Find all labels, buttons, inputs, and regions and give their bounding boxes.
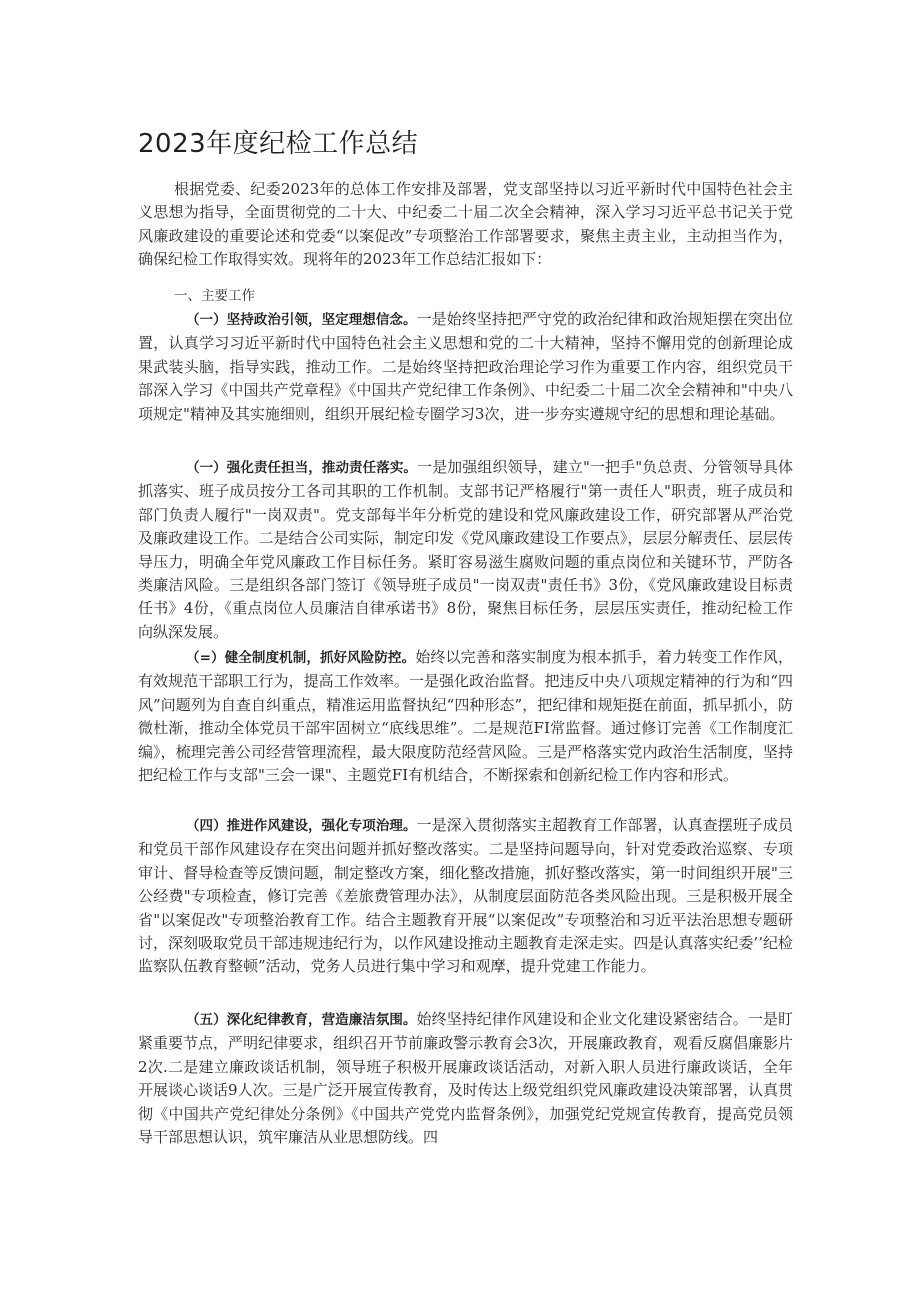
paragraph-4-lead: （四）推进作风建设，强化专项治理。 — [186, 818, 417, 834]
paragraph-1-text: 一是始终坚持把严守党的政治纪律和政治规矩摆在突出位置，认真学习习近平新时代中国特色社会主义思想和党的二十大精神，坚持不懈用党的创新理论成果武装头脑，指导实践，推动工作。二是始终坚持把政治理论学习作为重要工作内容，组织党员干部深入学习《中国共产党章程》《中国共产党纪律工作条例》、中纪委二十届二次全会精神和"中央八项规定"精神及其实施细则，组织开展纪检专圈学习3次，进一步夯实遵规守纪的思想和理论基础。 — [138, 310, 793, 423]
paragraph-2-lead: （一）强化责任担当，推动责任落实。 — [186, 460, 417, 476]
paragraph-4-text: 一是深入贯彻落实主超教育工作部署，认真查摆班子成员和党员干部作风建设存在突出问题并抓好整改落实。二是坚持问题导向，针对党委政治巡察、专项审计、督导检查等反馈问题，制定整改方案，细化整改措施，抓好整改落实，第一时间组织开展"三公经费"专项检查，修订完善《差旅费管理办法》，从制度层面防范各类风险出现。三是积极开展全省"以案促改"专项整治教育工作。结合主题教育开展“以案促改”专项整治和习近平法治思想专题研讨，深刻吸取党员干部违规违纪行为，以作风建设推动主题教育走深走实。四是认真落实纪委’’纪检监察队伍教育整顿”活动，党务人员进行集中学习和观摩，提升党建工作能力。 — [138, 816, 793, 976]
paragraph-2 — [138, 456, 793, 644]
section-heading: 一、主要工作 — [174, 288, 255, 304]
paragraph-5 — [138, 1008, 793, 1149]
paragraph-3-lead: （=）健全制度机制，抓好风险防控。 — [186, 650, 416, 666]
paragraph-5-lead: （五）深化纪律教育，营造廉洁氛围。 — [186, 1012, 417, 1028]
document-title: 2023年度纪检工作总结 — [138, 129, 419, 159]
paragraph-2-text: 一是加强组织领导，建立"一把手"负总责、分管领导具体抓落实、班子成员按分工各司其职的工作机制。支部书记严格履行"第一责任人"职责，班子成员和部门负责人履行"一岗双责"。党支部每半年分析党的建设和党风廉政建设工作，研究部署从严治党及廉政建设工作。二是结合公司实际，制定印发《党风廉政建设工作要点》，层层分解责任、层层传导压力，明确全年党风廉政工作目标任务。紧盯容易滋生腐败问题的重点岗位和关键环节，严防各类廉洁风险。三是组织各部门签订《领导班子成员"一岗双责"责任书》3份，《党风廉政建设目标责任书》4份，《重点岗位人员廉洁自律承诺书》8份，聚焦目标任务，层层压实责任，推动纪检工作向纵深发展。 — [138, 458, 793, 641]
paragraph-4 — [138, 814, 793, 979]
paragraph-5-text: 始终坚持纪律作风建设和企业文化建设紧密结合。一是盯紧重要节点，严明纪律要求，组织召开节前廉政警示教育会3次，开展廉政教育，观看反腐倡廉影片2次.二是建立廉政谈话机制，领导班子积极开展廉政谈话活动，对新入职人员进行廉政谈话，全年开展谈心谈话9人次。三是广泛开展宣传教育，及时传达上级党组织党风廉政建设决策部署，认真贯彻《中国共产党纪律处分条例》《中国共产党党内监督条例》，加强党纪党规宣传教育，提高党员领导干部思想认识，筑牢廉洁从业思想防线。四 — [138, 1010, 793, 1147]
paragraph-3-text: 始终以完善和落实制度为根本抓手，着力转变工作作风，有效规范干部职工行为，提高工作效率。一是强化政治监督。把违反中央八项规定精神的行为和“四风”问题列为自查自纠重点，精准运用监督执纪“四种形态”，把纪律和规矩挺在前面，抓早抓小，防微杜渐，推动全体党员干部牢固树立“底线思维”。二是规范FI常监督。通过修订完善《工作制度汇编》，梳理完善公司经营管理流程，最大限度防范经营风险。三是严格落实党内政治生活制度，坚持把纪检工作与支部"三会一课"、主题党FI有机结合，不断探索和创新纪检工作内容和形式。 — [138, 648, 793, 785]
paragraph-1 — [138, 308, 793, 426]
intro-paragraph: 根据党委、纪委2023年的总体工作安排及部署，党支部坚持以习近平新时代中国特色社会主义思想为指导，全面贯彻党的二十大、中纪委二十届二次全会精神，深入学习习近平总书记关于党风廉政建设的重要论述和党委“以案促改”专项整治工作部署要求，聚焦主责主业，主动担当作为，确保纪检工作取得实效。现将年的2023年工作总结汇报如下： — [138, 180, 793, 269]
paragraph-3 — [138, 646, 793, 787]
paragraph-1-lead: （一）坚持政治引领，坚定理想信念。 — [186, 312, 417, 328]
